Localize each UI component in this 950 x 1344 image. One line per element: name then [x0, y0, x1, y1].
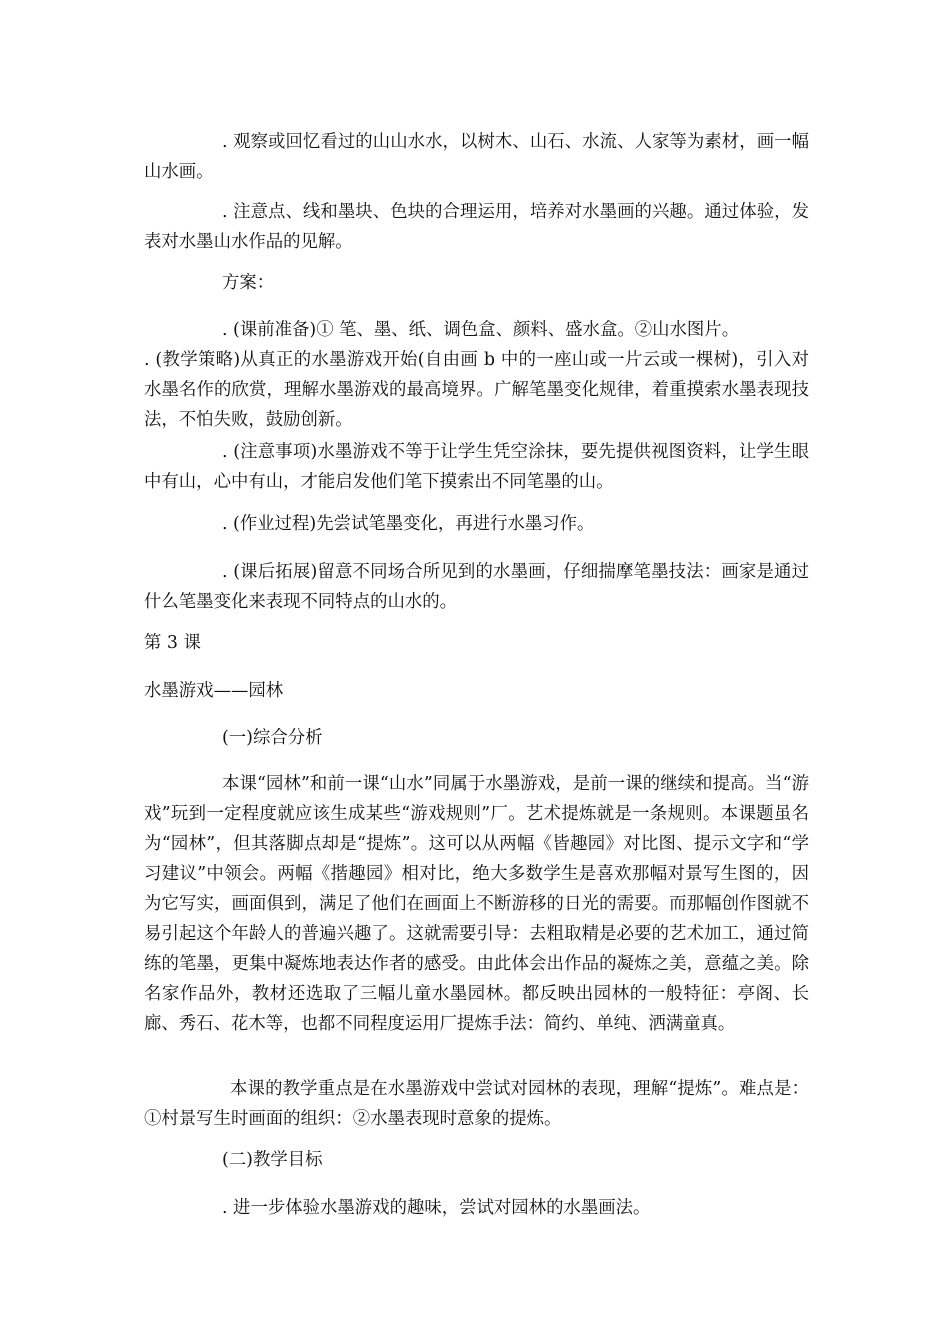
paragraph-analysis: 本课“园林”和前一课“山水”同属于水墨游戏，是前一课的继续和提高。当“游戏”玩到一定程度就应该生成某些“游戏规则”厂。艺术提炼就是一条规则。本课题虽名为“园林”，但其落脚点却是“提炼”。这可以从两幅《皆趣园》对比图、提示文字和“学习建议”中领会。两幅《揩趣园》相对比，绝大多数学生是喜欢那幅对景写生图的，因为它写实，画面俱到，满足了他们在画面上不断游移的日光的需要。而那幅创作图就不易引起这个年龄人的普遍兴趣了。这就需要引导：去粗取精是必要的艺术加工，通过简练的笔墨，更集中凝炼地表达作者的感受。由此体会出作品的凝炼之美，意蕴之美。除名家作品外，教材还选取了三幅儿童水墨园林。都反映出园林的一般特征：亭阁、长廊、秀石、花木等，也都不同程度运用厂提炼手法：简约、单纯、洒满童真。: [144, 774, 809, 1034]
paragraph-notes: . (注意事项)水墨游戏不等于让学生凭空涂抹，要先提供视图资料，让学生眼中有山，心中有山，才能启发他们笔下摸索出不同笔墨的山。: [144, 442, 809, 492]
section-heading-analysis: (一)综合分析: [222, 728, 323, 748]
paragraph-strategy: . (教学策略)从真正的水墨游戏开始(自由画 b 中的一座山或一片云或一棵树)，引入对水墨名作的欣赏，理解水墨游戏的最高境界。广解笔墨变化规律，着重摸索水墨表现技法，不怕失败，鼓励创新。: [144, 350, 809, 430]
lesson-title: 水墨游戏——园林: [144, 681, 284, 701]
paragraph-extension: . (课后拓展)留意不同场合所见到的水墨画，仔细揣摩笔墨技法：画家是通过什么笔墨变化来表现不同特点的山水的。: [144, 562, 809, 612]
paragraph-plan-heading: 方案：: [222, 273, 275, 293]
paragraph-preparation: . (课前准备)① 笔、墨、纸、调色盒、颜料、盛水盒。②山水图片。: [222, 320, 740, 340]
lesson-number: 第 3 课: [144, 633, 201, 653]
paragraph-key-points: 本课的教学重点是在水墨游戏中尝试对园林的表现，理解“提炼”。难点是：①村景写生时画面的组织：②水墨表现时意象的提炼。: [144, 1079, 809, 1129]
section-heading-objectives: (二)教学目标: [222, 1150, 323, 1170]
paragraph-objective-1: . 进一步体验水墨游戏的趣味，尝试对园林的水墨画法。: [222, 1198, 651, 1218]
paragraph-attention: . 注意点、线和墨块、色块的合理运用，培养对水墨画的兴趣。通过体验，发表对水墨山水作品的见解。: [144, 202, 809, 252]
paragraph-observe: . 观察或回忆看过的山山水水，以树木、山石、水流、人家等为素材，画一幅山水画。: [144, 132, 809, 182]
paragraph-process: . (作业过程)先尝试笔墨变化，再进行水墨习作。: [222, 514, 595, 534]
